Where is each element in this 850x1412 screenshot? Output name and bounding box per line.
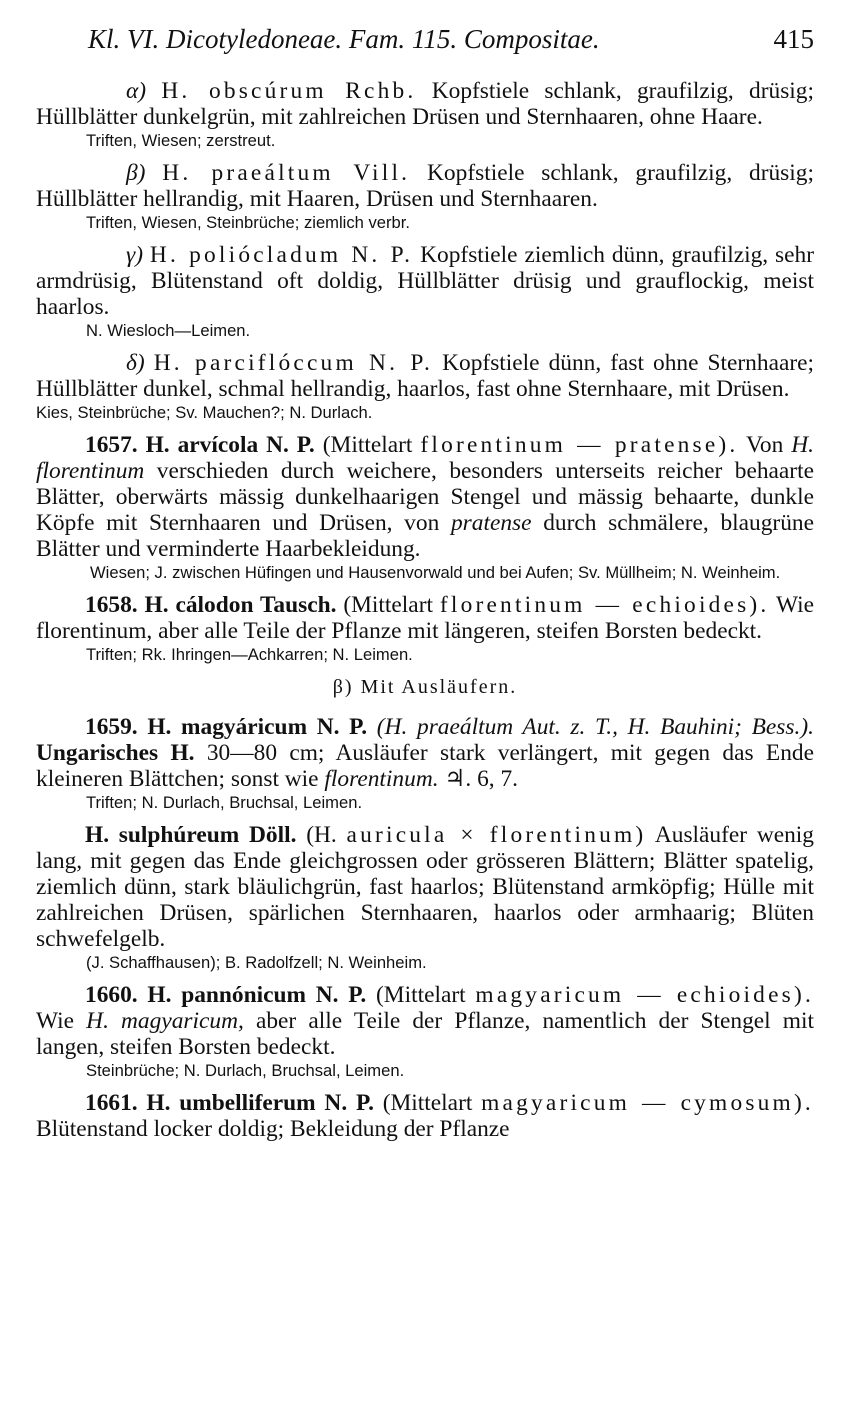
parent-species: florentinum — echioides). <box>439 592 770 618</box>
text-part: Ausläufer wenig lang, mit gegen das Ende gleichgrossen oder grösseren Blättern; Blätter spatelig, ziemlich dünn, stark bläulichgrün, fast haarlos; Blütenstand armköpfig; Hülle mit zahlreichen Drüsen, spärlichen Sternhaaren, haarlos oder armhaarig; Blüten schwefelgelb. <box>36 822 815 952</box>
entry-gamma <box>36 242 814 320</box>
paren-open: (Mittelart <box>382 1090 473 1116</box>
text-part: 30—80 cm; Ausläufer stark verlängert, mit gegen das Ende kleineren Blättchen; sonst wie <box>36 740 814 792</box>
entry-1658 <box>36 592 814 644</box>
entry-1657 <box>36 432 814 562</box>
species-number: 1657. <box>85 432 138 458</box>
entry-1659 <box>36 714 814 792</box>
parent-species: auricula × florentinum) <box>346 822 647 848</box>
species-name: H. magyáricum N. P. <box>147 714 368 740</box>
text-part: Wie florentinum, aber alle Teile der Pflanze mit längeren, steifen Borsten bedeckt. <box>36 592 814 644</box>
species-number: 1658. <box>85 592 138 618</box>
text-part: verschieden durch weichere, besonders unterseits reicher behaarte Blätter, oberwärts mässig dunkelhaarigen Stengel und mässig behaarte, dunkle Köpfe mit Sternhaaren und Drüsen, von <box>36 458 814 536</box>
species-number: 1661. <box>85 1090 138 1116</box>
page-number: 415 <box>773 24 814 54</box>
paren-open: (H. <box>306 822 337 848</box>
description: Kopfstiele dünn, fast ohne Sternhaare; Hüllblätter dunkel, schmal hellrandig, haarlos, fast ohne Sternhaare, mit Drüsen. <box>36 350 815 402</box>
text-part: Blütenstand locker doldig; Bekleidung der Pflanze <box>36 1116 510 1142</box>
text-part: Von <box>746 432 784 458</box>
locality-line: Triften; N. Durlach, Bruchsal, Leimen. <box>86 793 363 812</box>
italic-name: pratense <box>450 510 532 536</box>
locality-line: Steinbrüche; N. Durlach, Bruchsal, Leimen. <box>86 1061 405 1080</box>
parent-species: magyaricum — cymosum). <box>481 1090 814 1116</box>
species-name: H. arvícola N. P. <box>145 432 315 458</box>
book-page <box>36 22 814 1142</box>
species-name: H. pannónicum N. P. <box>147 982 367 1008</box>
entry-marker: β) <box>126 160 146 186</box>
italic-name: H. magyaricum, <box>86 1008 244 1034</box>
species-number: 1660. <box>85 982 138 1008</box>
taxon-name: H. obscúrum Rchb. <box>161 78 417 104</box>
description: Kopfstiele schlank, graufilzig, drüsig; Hüllblätter dunkelgrün, mit zahlreichen Drüsen und Sternhaaren, ohne Haare. <box>36 78 814 130</box>
taxon-name: H. praeáltum Vill. <box>162 160 411 186</box>
description: Kopfstiele schlank, graufilzig, drüsig; Hüllblätter hellrandig, mit Haaren, Drüsen und Sternhaaren. <box>36 160 814 212</box>
entry-sulphureum <box>36 822 814 952</box>
text-part: durch schmälere, blaugrüne Blätter und verminderte Haarbekleidung. <box>36 510 814 562</box>
description: Kopfstiele ziemlich dünn, graufilzig, sehr armdrüsig, Blütenstand oft doldig, Hüllblätter drüsig und grauflockig, meist haarlos. <box>36 242 814 320</box>
running-header <box>88 22 814 56</box>
species-name: H. sulphúreum Döll. <box>85 822 297 848</box>
entry-beta <box>36 160 814 212</box>
paren-open: (Mittelart <box>343 592 433 618</box>
locality-line: Wiesen; J. zwischen Hüfingen und Hausenvorwald und bei Aufen; Sv. Müllheim; N. Weinheim. <box>90 563 781 582</box>
locality-line: Triften, Wiesen; zerstreut. <box>86 131 276 150</box>
german-name: Ungarisches H. <box>36 740 195 766</box>
flowering-time: ♃. 6, 7. <box>444 766 519 792</box>
entry-marker: α) <box>126 78 147 104</box>
locality-line: Kies, Steinbrüche; Sv. Mauchen?; N. Durlach. <box>36 403 373 422</box>
parent-species: florentinum — pratense). <box>420 432 739 458</box>
locality-line: Triften; Rk. Ihringen—Achkarren; N. Leimen. <box>86 645 413 664</box>
entry-1660 <box>36 982 814 1060</box>
species-name: H. umbelliferum N. P. <box>146 1090 374 1116</box>
entry-marker: γ) <box>126 242 144 268</box>
subheading: β) Mit Ausläufern. <box>332 676 518 698</box>
taxon-name: H. poliócladum N. P. <box>149 242 414 268</box>
entry-1661 <box>36 1090 814 1142</box>
text-part: Wie <box>36 1008 75 1034</box>
taxon-name: H. parciflóccum N. P. <box>153 350 434 376</box>
species-number: 1659. <box>85 714 138 740</box>
paren-open: (Mittelart <box>376 982 466 1008</box>
entry-marker: δ) <box>126 350 145 376</box>
parent-species: magyaricum — echioides). <box>475 982 814 1008</box>
italic-name: H. florentinum <box>36 432 815 484</box>
italic-name: florentinum. <box>324 766 439 792</box>
locality-line: Triften, Wiesen, Steinbrüche; ziemlich verbr. <box>86 213 411 232</box>
paren-open: (Mittelart <box>322 432 413 458</box>
header-title: Kl. VI. Dicotyledoneae. Fam. 115. Compositae. <box>88 24 600 54</box>
entry-delta <box>36 350 814 402</box>
entry-alpha <box>36 78 814 130</box>
species-name: H. cálodon Tausch. <box>144 592 337 618</box>
text-part: aber alle Teile der Pflanze, namentlich der Stengel mit langen, steifen Borsten bedeckt. <box>36 1008 814 1060</box>
locality-line: (J. Schaffhausen); B. Radolfzell; N. Weinheim. <box>86 953 427 972</box>
synonyms: (H. praeáltum Aut. z. T., H. Bauhini; Bess.). <box>376 714 814 740</box>
locality-line: N. Wiesloch—Leimen. <box>86 321 251 340</box>
